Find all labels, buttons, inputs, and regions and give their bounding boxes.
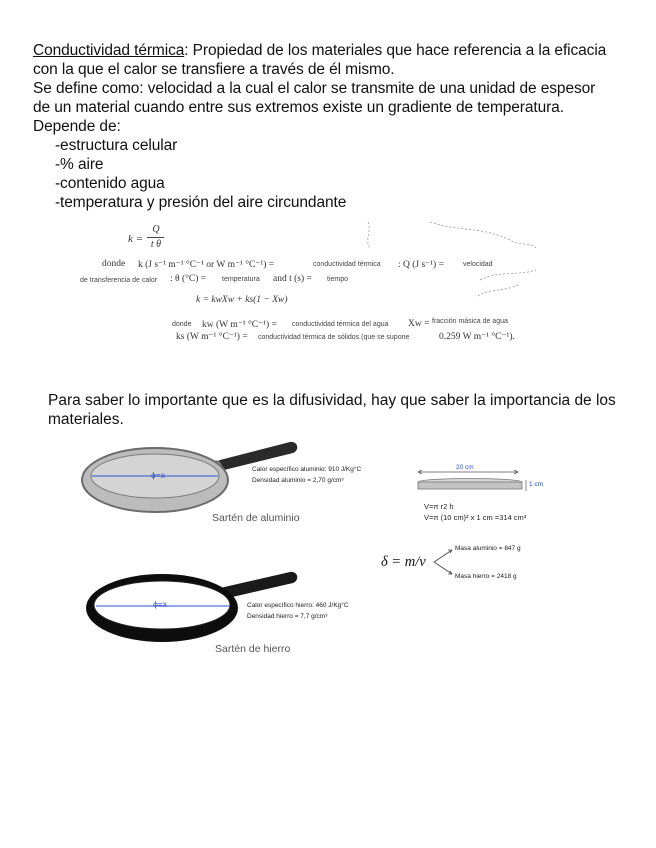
intro-line-1	[33, 42, 606, 60]
k-numerator: Q	[152, 224, 160, 235]
iron-density: Densidad hierro = 7,7 g/cm³	[247, 613, 328, 620]
volume-calculation: V=π (10 cm)² x 1 cm =314 cm³	[424, 513, 527, 522]
fraction-bar	[147, 237, 164, 238]
q-description: velocidad	[463, 261, 493, 268]
mass-aluminum: Masa aluminio = 847 g	[455, 545, 521, 552]
donde-label-2: donde	[172, 321, 192, 328]
kw-description: conductividad térmica del agua	[292, 321, 389, 328]
t-description: tiempo	[327, 276, 349, 283]
ks-value: 0.259 W m⁻¹ °C⁻¹).	[439, 332, 515, 342]
intro-line-4: de un material cuando entre sus extremos existe un gradiente de temperatura.	[33, 99, 564, 116]
volume-formula: V=π r2 h	[424, 502, 454, 511]
pan-handle	[220, 572, 297, 598]
k-description: conductividad térmica	[313, 261, 381, 268]
mass-iron: Masa hierro = 2418 g	[455, 573, 517, 580]
iron-specific-heat: Calor específico hierro: 460 J/Kg°C	[247, 602, 349, 609]
disk-height-label: 1 cm	[529, 481, 544, 488]
factor-item: -temperatura y presión del aire circundante	[55, 194, 347, 211]
iron-diameter-label: ϕ=x	[153, 599, 167, 609]
paragraph-2-line-1: Para saber lo importante que es la difusividad, hay que saber la importancia de los	[48, 392, 616, 409]
branch-arrows	[432, 546, 456, 578]
paragraph-2-line-2: materiales.	[48, 411, 124, 428]
donde-label: donde	[102, 259, 126, 269]
density-equation: δ = m/v	[381, 554, 426, 570]
aluminum-pan-caption: Sartén de aluminio	[212, 512, 300, 524]
term-heading: Conductividad térmica	[33, 42, 185, 59]
q-description-cont: de transferencia de calor	[80, 277, 158, 284]
intro-line-2: con la que el calor se transfiere a través de él mismo.	[33, 61, 395, 78]
ks-units: ks (W m⁻¹ °C⁻¹) =	[176, 332, 248, 342]
intro-line-3: Se define como: velocidad a la cual el calor se transmite de una unidad de espesor	[33, 80, 596, 97]
k-denominator: t θ	[150, 239, 162, 250]
aluminum-specific-heat: Calor específico aluminio: 910 J/Kg°C	[252, 466, 362, 473]
kw-units: kw (W m⁻¹ °C⁻¹) =	[202, 320, 277, 330]
theta-description: temperatura	[222, 276, 260, 283]
factor-item: -contenido agua	[55, 175, 165, 192]
t-units: and t (s) =	[273, 274, 312, 284]
xw-symbol: Xw =	[408, 319, 430, 329]
k-model-equation: k = kwXw + ks(1 − Xw)	[196, 295, 288, 305]
sketch-lines	[360, 218, 540, 308]
k-definition: k =	[128, 233, 144, 245]
k-units: k (J s⁻¹ m⁻¹ °C⁻¹ or W m⁻¹ °C⁻¹) =	[138, 260, 275, 270]
theta-units: : θ (°C) =	[170, 274, 207, 284]
iron-pan-caption: Sartén de hierro	[215, 643, 291, 655]
ks-description: conductividad térmica de sólidos (que se supone	[258, 334, 410, 341]
aluminum-diameter-label: ϕ=x	[151, 470, 165, 480]
definition-text: : Propiedad de los materiales que hace referencia a la eficacia	[184, 42, 607, 59]
aluminum-density: Densidad aluminio = 2,70 g/cm³	[252, 477, 344, 484]
factor-item: -estructura celular	[55, 137, 178, 154]
disk-width-label: 20 cm	[456, 464, 474, 471]
factor-item: -% aire	[55, 156, 104, 173]
q-units: : Q (J s⁻¹) =	[398, 260, 444, 270]
xw-description: fracción másica de agua	[432, 318, 508, 325]
disk-diagram	[414, 464, 534, 496]
depends-heading: Depende de:	[33, 118, 121, 135]
